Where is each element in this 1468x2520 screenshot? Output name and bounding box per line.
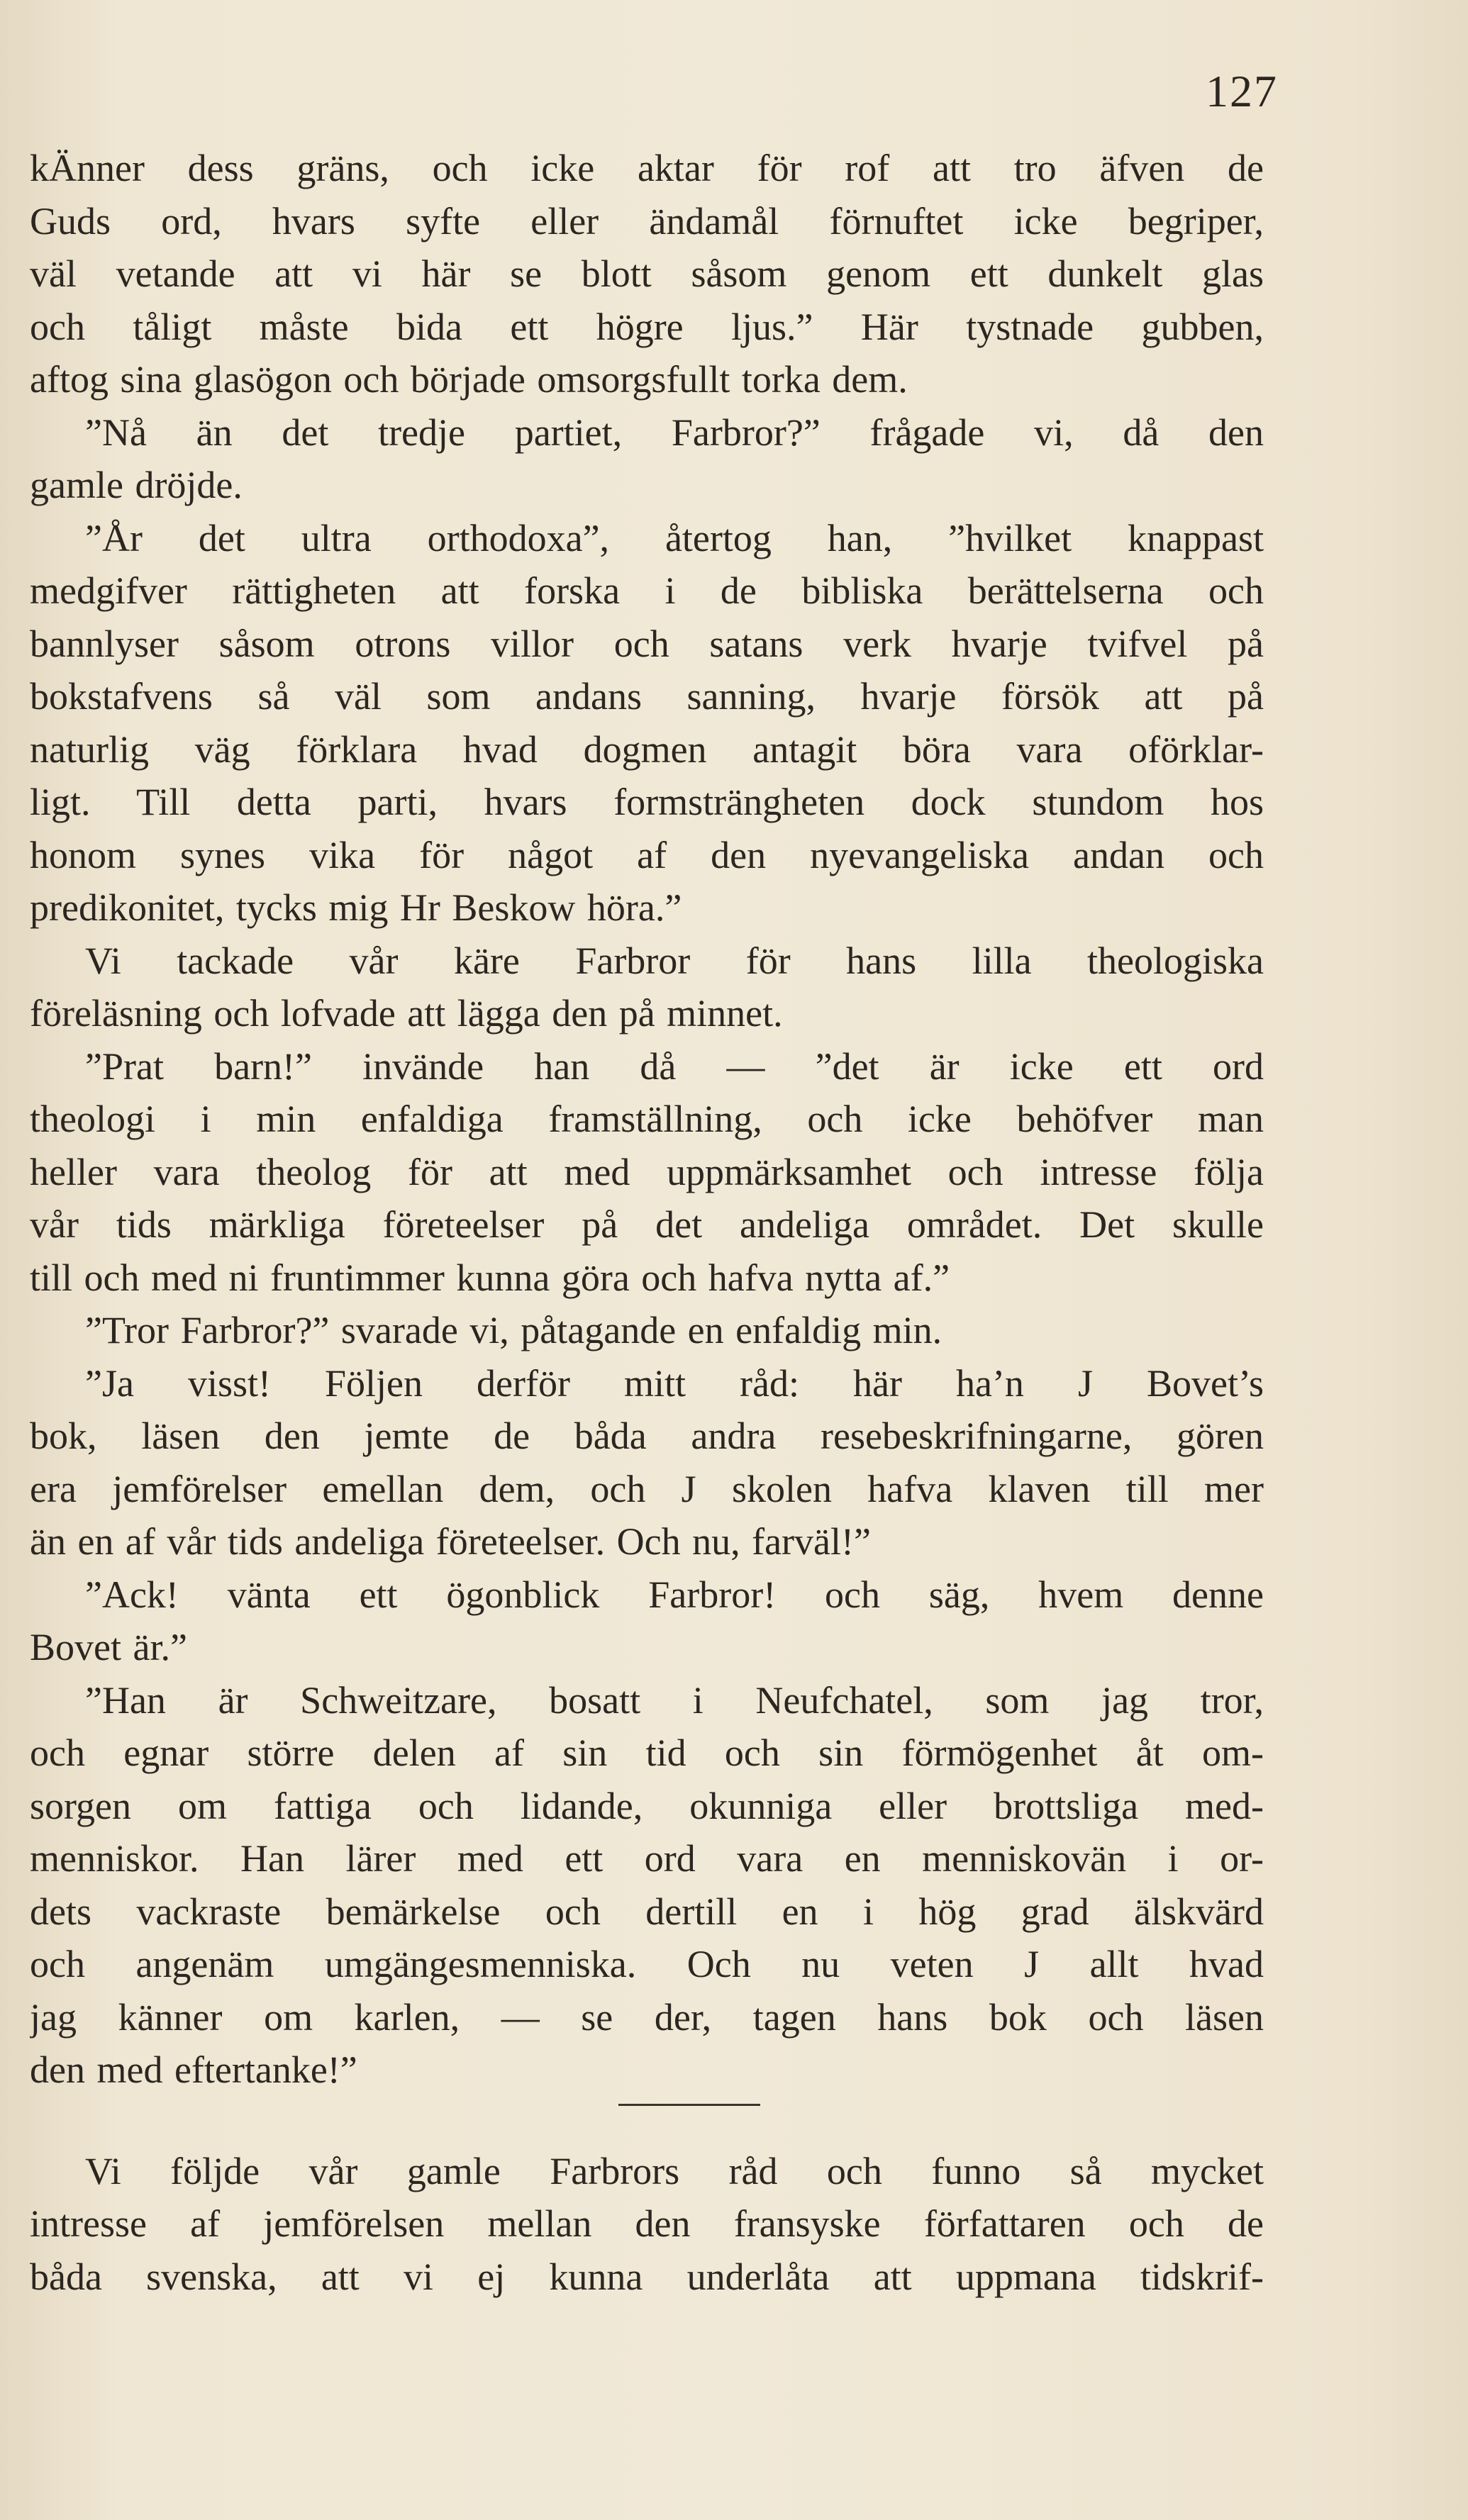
text-line: jag känner om karlen, — se der, tagen hans bok och läsen xyxy=(30,1995,1264,2039)
text-line: ”Tror Farbror?” svarade vi, påtagande en enfaldig min. xyxy=(85,1309,942,1351)
body-text xyxy=(30,142,1264,2303)
text-line: till och med ni fruntimmer kunna göra och hafva nytta af.” xyxy=(30,1256,950,1299)
text-line: båda svenska, att vi ej kunna underlåta att uppmana tidskrif- xyxy=(30,2255,1264,2298)
text-line: väl vetande att vi här se blott såsom genom ett dunkelt glas xyxy=(30,252,1264,295)
text-line: kÄnner dess gräns, och icke aktar för rof att tro äfven de xyxy=(30,147,1264,189)
text-line: medgifver rättigheten att forska i de bibliska berättelserna och xyxy=(30,569,1264,612)
text-line: ligt. Till detta parti, hvars formsträngheten dock stundom hos xyxy=(30,781,1264,823)
text-line: bok, läsen den jemte de båda andra resebeskrifningarne, gören xyxy=(30,1415,1264,1457)
text-line: och angenäm umgängesmenniska. Och nu veten J allt hvad xyxy=(30,1943,1264,1985)
text-line: ”Ack! vänta ett ögonblick Farbror! och säg, hvem denne xyxy=(85,1573,1264,1616)
text-line: och egnar större delen af sin tid och sin förmögenhet åt om- xyxy=(30,1732,1264,1774)
text-line: predikonitet, tycks mig Hr Beskow höra.” xyxy=(30,886,682,929)
text-line: sorgen om fattiga och lidande, okunniga eller brottsliga med- xyxy=(30,1784,1264,1827)
section-divider xyxy=(618,2104,760,2106)
text-line: föreläsning och lofvade att lägga den på minnet. xyxy=(30,992,783,1035)
text-line: ”År det ultra orthodoxa”, återtog han, ”hvilket knappast xyxy=(85,516,1264,559)
text-line: Vi följde vår gamle Farbrors råd och funno så mycket xyxy=(85,2149,1264,2192)
page-number: 127 xyxy=(1206,66,1278,116)
text-line: menniskor. Han lärer med ett ord vara en menniskovän i or- xyxy=(30,1837,1264,1880)
text-line: ”Nå än det tredje partiet, Farbror?” frågade vi, då den xyxy=(85,411,1264,454)
text-line: Vi tackade vår käre Farbror för hans lilla theologiska xyxy=(85,939,1264,982)
text-line: aftog sina glasögon och började omsorgsfullt torka dem. xyxy=(30,358,908,401)
text-line: ”Ja visst! Följen derför mitt råd: här ha’n J Bovet’s xyxy=(85,1361,1264,1405)
text-line: Bovet är.” xyxy=(30,1626,187,1668)
text-line: bannlyser såsom otrons villor och satans verk hvarje tvifvel på xyxy=(30,622,1264,665)
text-line: ”Prat barn!” invände han då — ”det är icke ett ord xyxy=(85,1044,1264,1088)
text-line: vår tids märkliga företeelser på det andeliga området. Det skulle xyxy=(30,1203,1264,1246)
text-line: Guds ord, hvars syfte eller ändamål förnuftet icke begriper, xyxy=(30,199,1264,242)
text-line: naturlig väg förklara hvad dogmen antagit böra vara oförklar- xyxy=(30,727,1264,771)
text-line: intresse af jemförelsen mellan den fransyske författaren och de xyxy=(30,2202,1264,2245)
text-line: heller vara theolog för att med uppmärksamhet och intresse följa xyxy=(30,1150,1264,1193)
text-line: honom synes vika för något af den nyevangeliska andan och xyxy=(30,833,1264,876)
text-line: theologi i min enfaldiga framställning, och icke behöfver man xyxy=(30,1098,1264,1140)
text-line: dets vackraste bemärkelse och dertill en i hög grad älskvärd xyxy=(30,1890,1264,1933)
text-line: gamle dröjde. xyxy=(30,464,243,506)
text-line: den med eftertanke!” xyxy=(30,2048,357,2091)
text-line: ”Han är Schweitzare, bosatt i Neufchatel, som jag tror, xyxy=(85,1678,1264,1722)
text-line: än en af vår tids andeliga företeelser. Och nu, farväl!” xyxy=(30,1520,871,1563)
text-line: bokstafvens så väl som andans sanning, hvarje försök att på xyxy=(30,675,1264,718)
text-line: och tåligt måste bida ett högre ljus.” Här tystnade gubben, xyxy=(30,305,1264,348)
text-line: era jemförelser emellan dem, och J skolen hafva klaven till mer xyxy=(30,1467,1264,1510)
